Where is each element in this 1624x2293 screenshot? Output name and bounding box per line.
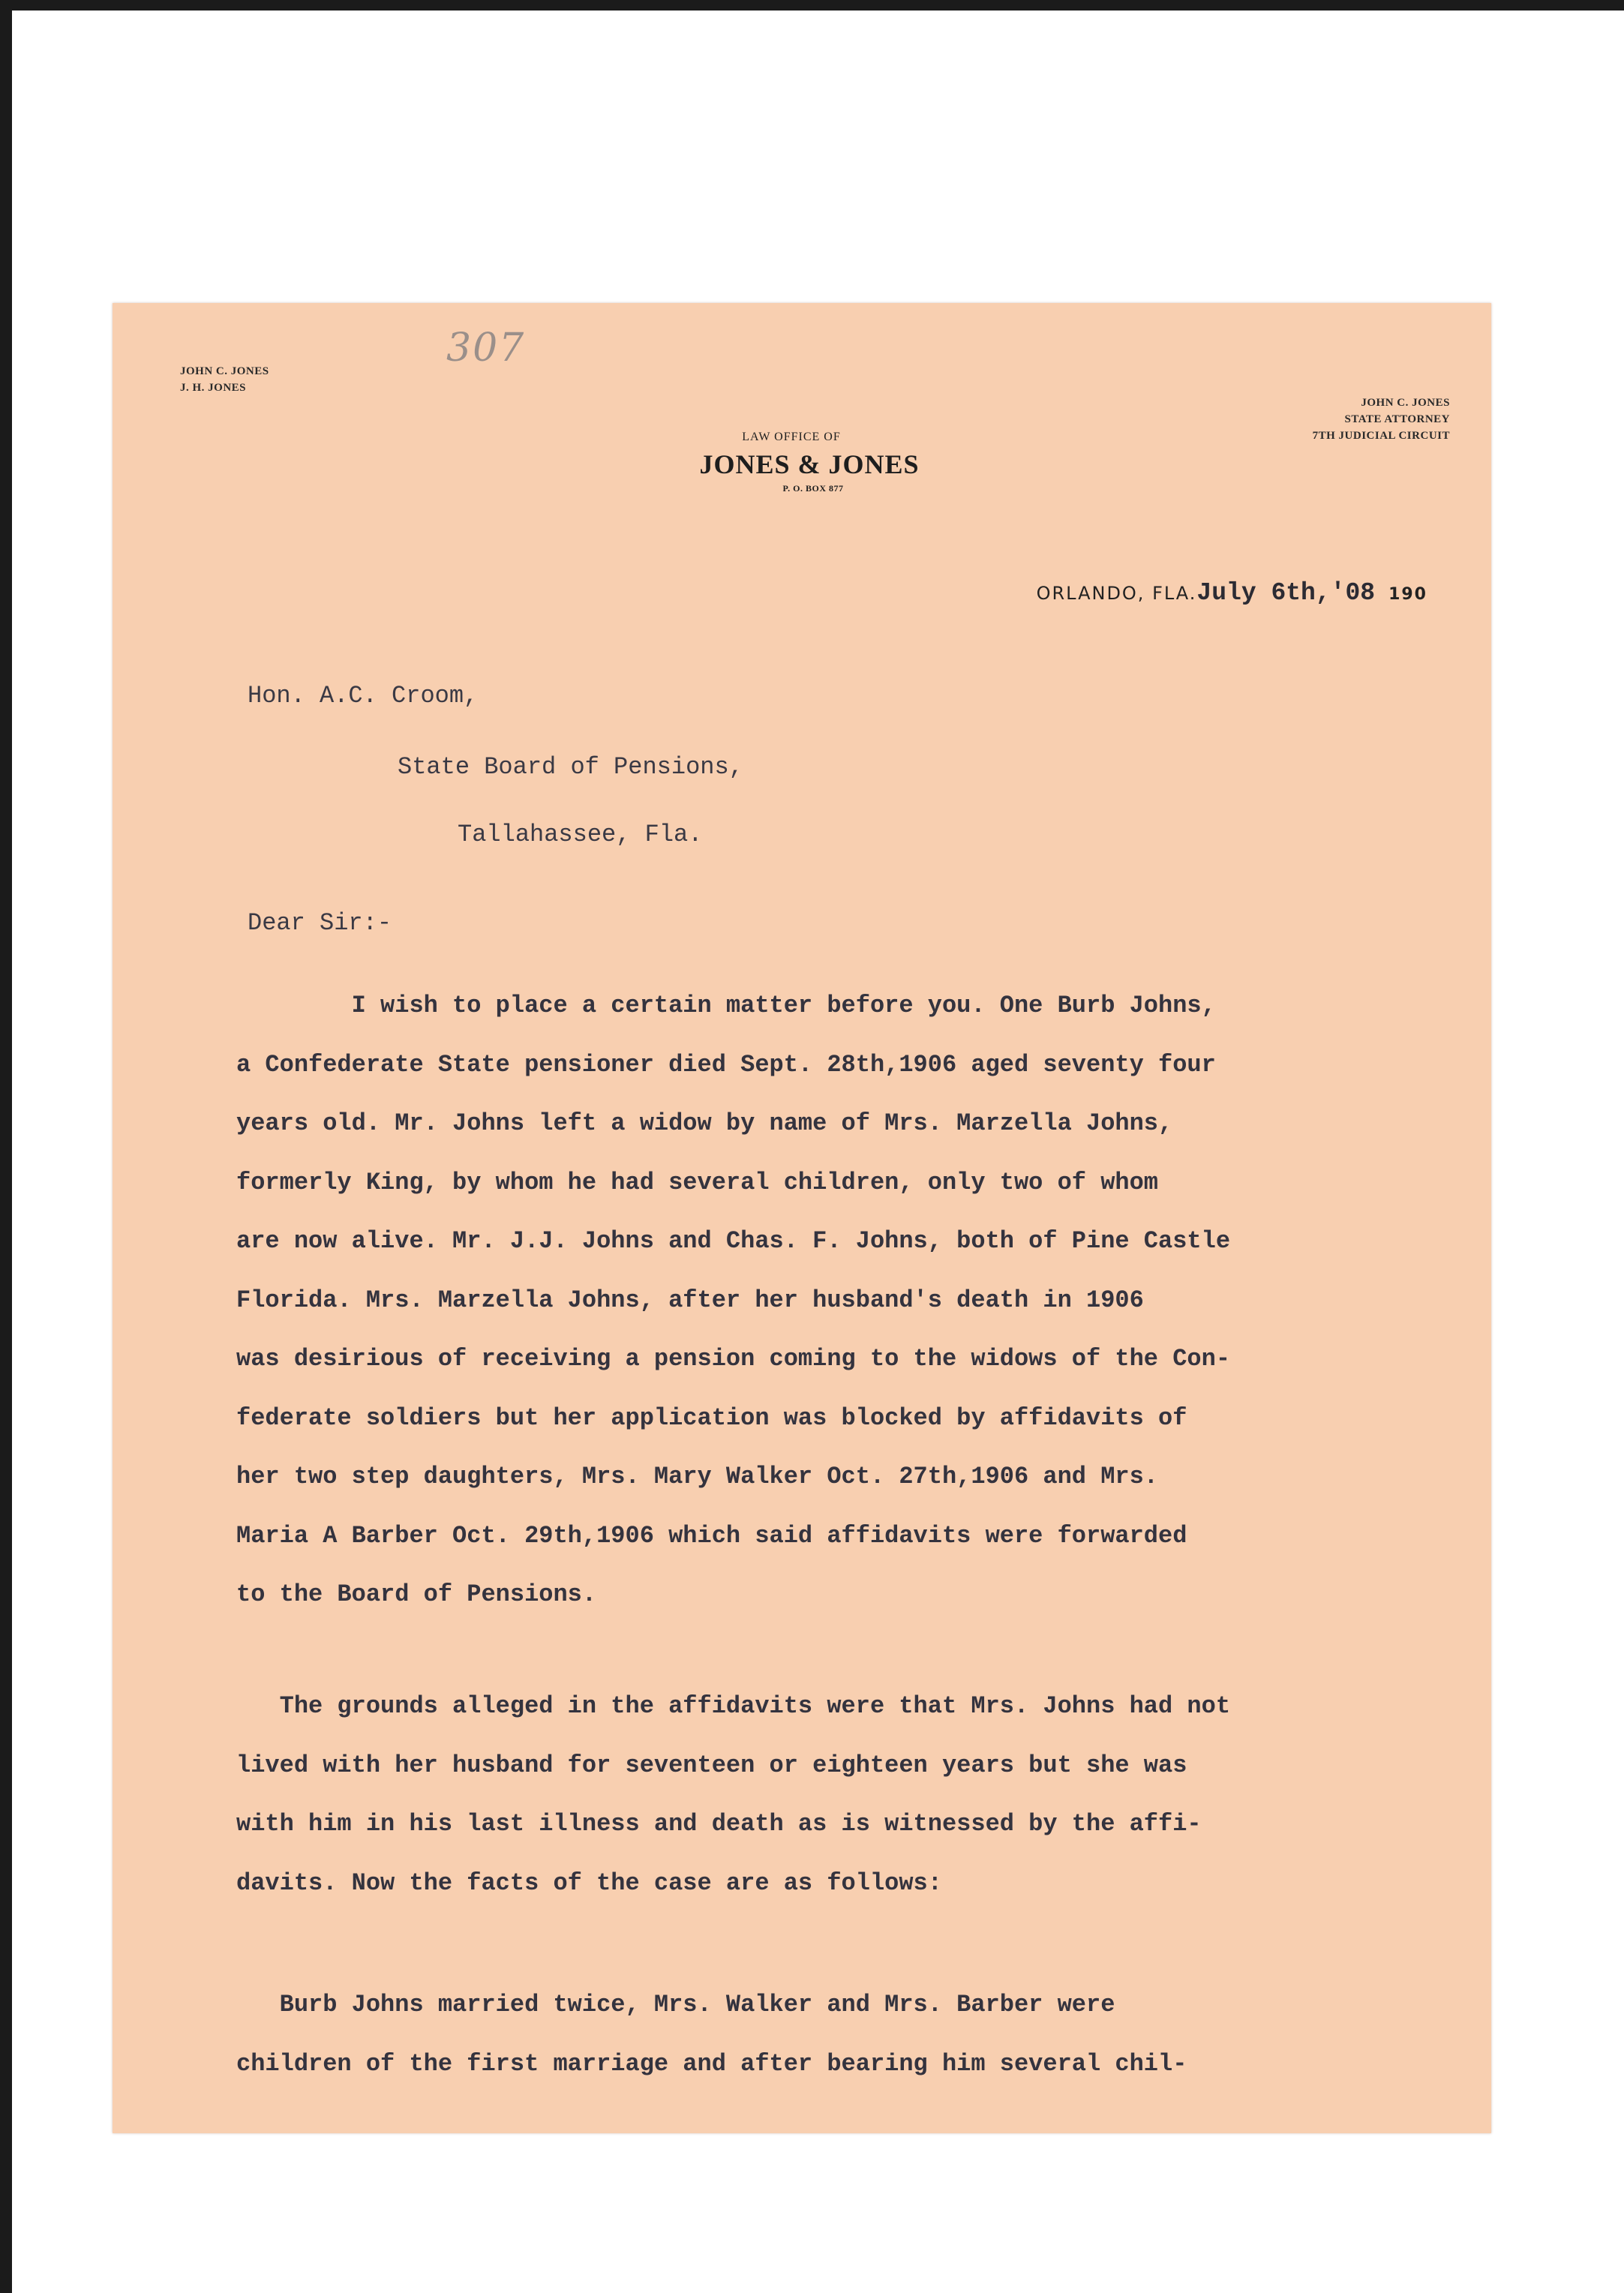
- body-paragraph-3: [236, 1976, 1466, 2093]
- body-line: Florida. Mrs. Marzella Johns, after her husband's death in 1906: [236, 1286, 1144, 1314]
- body-line: davits. Now the facts of the case are as follows:: [236, 1868, 942, 1897]
- salutation: Dear Sir:-: [248, 909, 392, 937]
- attorney-circuit: 7TH JUDICIAL CIRCUIT: [1312, 430, 1450, 442]
- body-paragraph-2: [236, 1677, 1466, 1913]
- partner-name: J. H. JONES: [180, 382, 247, 394]
- body-line: lived with her husband for seventeen or eighteen years but she was: [236, 1751, 1187, 1779]
- firm-name: JONES & JONES: [699, 449, 920, 479]
- letter-page: [113, 303, 1491, 2133]
- scan-top-border: [0, 0, 1624, 11]
- body-line: to the Board of Pensions.: [236, 1580, 597, 1608]
- attorney-title: STATE ATTORNEY: [1344, 413, 1450, 425]
- attorney-name: JOHN C. JONES: [1361, 397, 1450, 409]
- body-paragraph-1: [236, 977, 1466, 1625]
- body-line: federate soldiers but her application was blocked by affidavits of: [236, 1403, 1187, 1432]
- body-line: The grounds alleged in the affidavits were that Mrs. Johns had not: [236, 1692, 1231, 1720]
- letterhead-center: [113, 431, 1491, 494]
- dateline-place: ORLANDO, FLA.: [1036, 583, 1197, 604]
- scan-left-border: [0, 0, 12, 2293]
- body-line: years old. Mr. Johns left a widow by name of Mrs. Marzella Johns,: [236, 1109, 1173, 1137]
- body-line: Maria A Barber Oct. 29th,1906 which said affidavits were forwarded: [236, 1521, 1187, 1550]
- dateline: [1037, 579, 1427, 607]
- dateline-printed-year: 190: [1388, 585, 1427, 604]
- letterhead-partners: [180, 363, 269, 396]
- office-label: LAW OFFICE OF: [742, 431, 841, 443]
- body-line: Burb Johns married twice, Mrs. Walker and Mrs. Barber were: [236, 1991, 1115, 2018]
- body-line: a Confederate State pensioner died Sept. 28th,1906 aged seventy four: [236, 1050, 1216, 1079]
- body-line: are now alive. Mr. J.J. Johns and Chas. F. Johns, both of Pine Castle: [236, 1227, 1231, 1255]
- recipient-city: Tallahassee, Fla.: [458, 821, 703, 848]
- po-box: P. O. BOX 877: [782, 483, 844, 494]
- body-line: her two step daughters, Mrs. Mary Walker Oct. 27th,1906 and Mrs.: [236, 1463, 1158, 1490]
- dateline-typed-date: July 6th,'08: [1196, 579, 1376, 607]
- body-line: was desirious of receiving a pension coming to the widows of the Con-: [236, 1345, 1231, 1373]
- recipient-organization: State Board of Pensions,: [398, 753, 743, 781]
- body-line: formerly King, by whom he had several children, only two of whom: [236, 1168, 1158, 1196]
- body-line: with him in his last illness and death as is witnessed by the affi-: [236, 1810, 1202, 1838]
- partner-name: JOHN C. JONES: [180, 365, 269, 377]
- pencil-annotation: 307: [446, 326, 526, 371]
- recipient-name: Hon. A.C. Croom,: [248, 682, 479, 710]
- body-line: children of the first marriage and after bearing him several chil-: [236, 2049, 1187, 2078]
- body-line: I wish to place a certain matter before you. One Burb Johns,: [236, 992, 1216, 1019]
